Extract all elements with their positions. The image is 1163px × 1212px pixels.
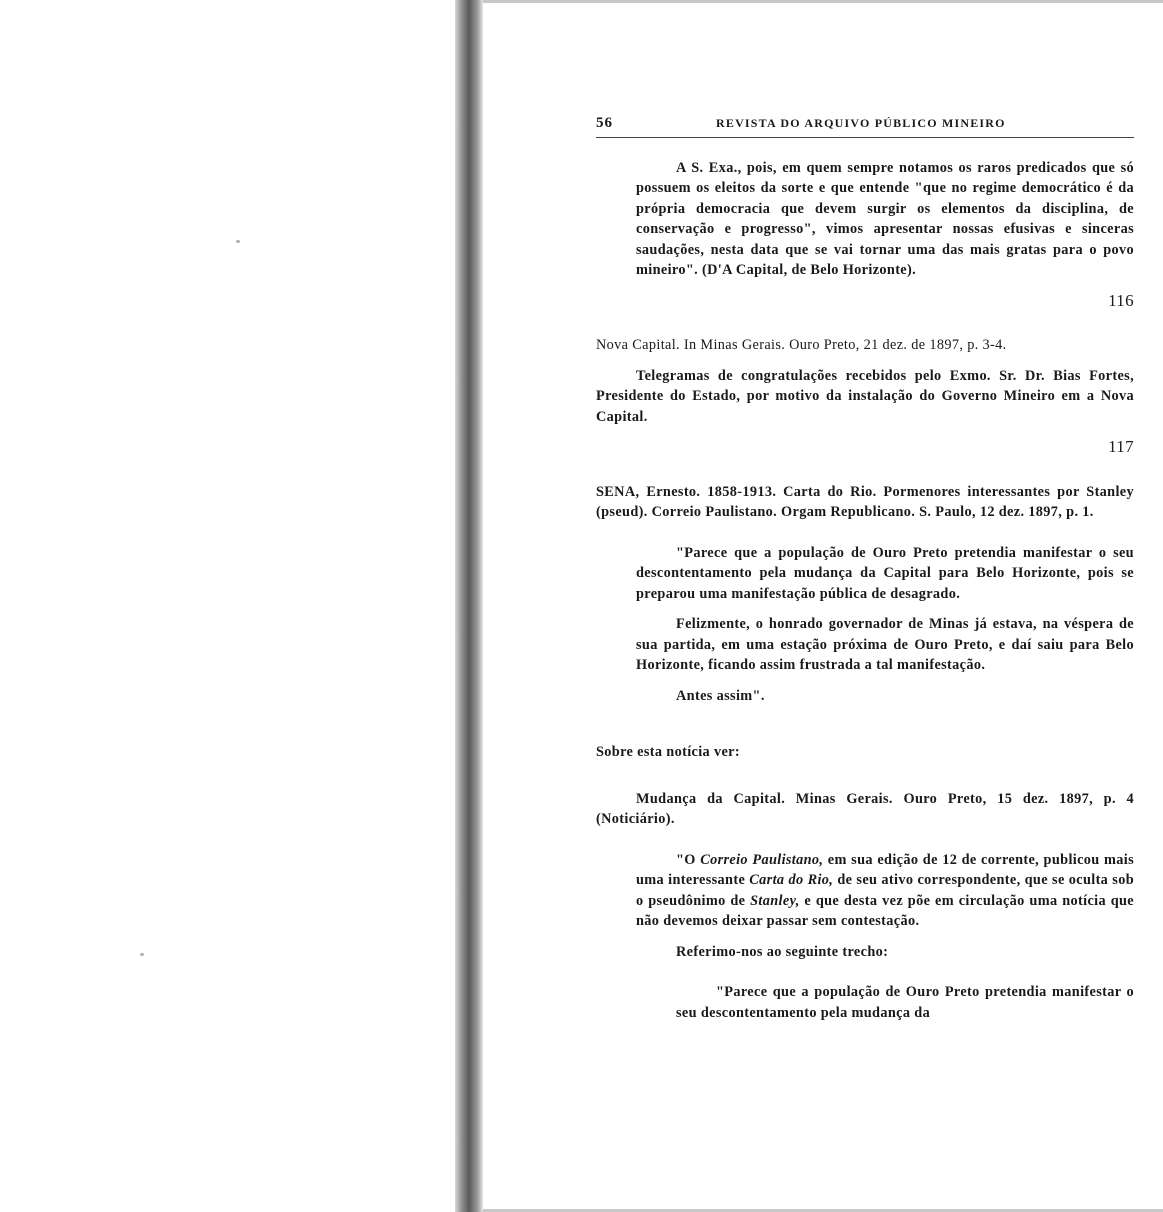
quote-text: "O	[676, 851, 701, 868]
book-gutter	[455, 0, 483, 1212]
quote-paragraph: Antes assim".	[676, 687, 765, 704]
quote-paragraph: "Parece que a população de Ouro Preto pretendia manifestar o seu descontentamento pela mudança da Capital para Belo Horizonte, pois se preparou uma manifestação pública de desagrado.	[636, 544, 1134, 602]
page-speck	[236, 240, 240, 243]
page-number: 56	[596, 115, 613, 131]
quote-text-italic: Carta do Rio,	[749, 872, 834, 888]
quote-paragraph: "Parece que a população de Ouro Preto pretendia manifestar o seu descontentamento pela mudança da	[676, 984, 1134, 1021]
quote-block-117	[596, 543, 1134, 707]
running-head: REVISTA DO ARQUIVO PÚBLICO MINEIRO	[716, 116, 1006, 130]
see-also-citation: Mudança da Capital. Minas Gerais. Ouro Preto, 15 dez. 1897, p. 4 (Noticiário).	[596, 790, 1134, 827]
quote-text-italic: Correio Paulistano,	[700, 851, 824, 868]
quote-paragraph: Felizmente, o honrado governador de Minas já estava, na véspera de sua partida, em uma estação próxima de Ouro Preto, e daí saiu para Belo Horizonte, ficando assim frustrada a tal manifestação.	[636, 616, 1134, 673]
continued-quote: A S. Exa., pois, em quem sempre notamos os raros predicados que só possuem os eleitos da sorte e que entende "que no regime democrático é da própria democracia que devem surgir os elementos da disciplina, de conservação e progresso", vimos apresentar nossas efusivas e sinceras saudações, nesta data que se vai tornar uma das mais gratas para o povo mineiro". (D'A Capital, de Belo Horizonte).	[636, 159, 1134, 278]
summary-116: Telegramas de congratulações recebidos pelo Exmo. Sr. Dr. Bias Fortes, Presidente do Estado, por motivo da instalação do Governo Mineiro em a Nova Capital.	[596, 367, 1134, 425]
page-header	[596, 113, 1134, 138]
right-page	[483, 0, 1163, 1212]
page-content	[596, 113, 1134, 1023]
entry-number-117: 117	[1108, 437, 1134, 456]
quote-text: de seu ativo correspondente, que se oculta sob o pseudônimo de	[636, 872, 1134, 909]
see-also-label: Sobre esta notícia ver:	[596, 744, 740, 760]
quote-paragraph: Referimo-nos ao seguinte trecho:	[676, 943, 889, 960]
citation-117: SENA, Ernesto. 1858-1913. Carta do Rio. Pormenores interessantes por Stanley (pseud). Correio Paulistano. Orgam Republicano. S. Paulo, 12 dez. 1897, p. 1.	[596, 483, 1134, 520]
page-top-edge	[483, 0, 1163, 3]
inner-quote-block	[596, 982, 1134, 1023]
page-speck	[140, 953, 144, 956]
quote-paragraph	[636, 850, 1134, 932]
quote-text: em sua edição de 12 de corrente, publicou mais uma interessante	[636, 851, 1135, 888]
left-page-blank	[0, 0, 455, 1212]
quote-text-italic: Stanley,	[750, 892, 800, 909]
quote-block-see-also	[596, 850, 1134, 963]
citation-116: Nova Capital. In Minas Gerais. Ouro Preto, 21 dez. de 1897, p. 3-4.	[596, 337, 1007, 353]
quote-text: e que desta vez põe em circulação uma notícia que não devemos deixar passar sem contestação.	[636, 892, 1134, 929]
entry-number-116: 116	[1108, 290, 1134, 310]
